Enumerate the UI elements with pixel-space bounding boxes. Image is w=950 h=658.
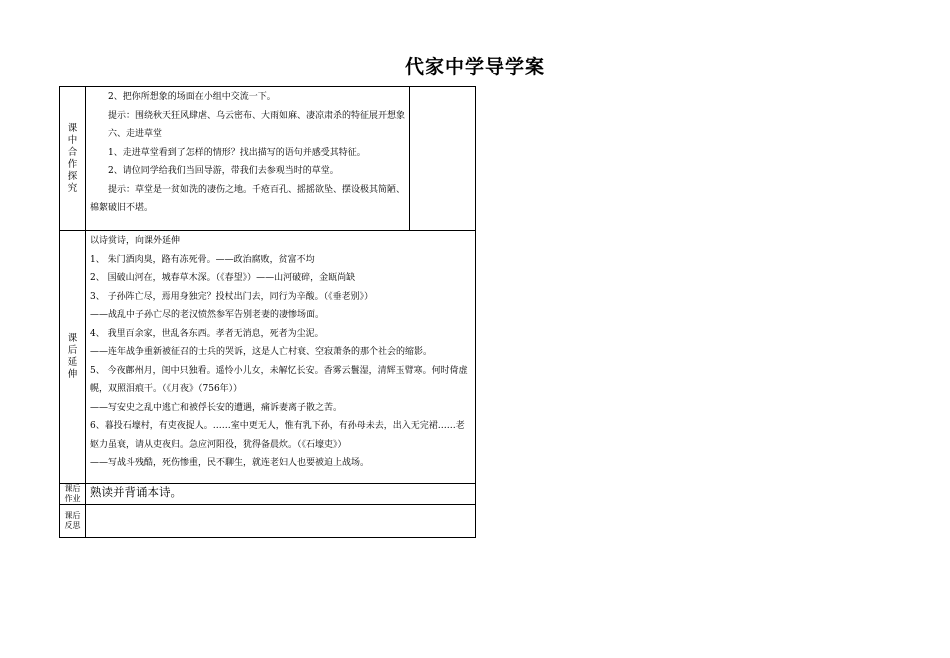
content-line: 以诗赏诗，向课外延伸 [90, 236, 181, 246]
section-extension-row [60, 231, 476, 484]
content-line: 提示：草堂是一贫如洗的凄伤之地。千疮百孔、摇摇欲坠、摆设极其简陋、棉絮破旧不堪。 [90, 184, 406, 213]
label-line: 反思 [64, 521, 81, 530]
section-reflection-row [60, 505, 476, 538]
label-line: 课后 [64, 511, 81, 520]
content-line: ——连年战争重新被征召的士兵的哭诉，这是人亡村衰、空寂萧条的那个社会的缩影。 [90, 347, 433, 357]
content-line: 2、请位同学给我们当回导游，带我们去参观当时的草堂。 [108, 166, 339, 176]
homework-content: 熟读并背诵本诗。 [86, 484, 476, 505]
label-char: 后 [67, 345, 78, 356]
label-char: 合 [67, 146, 78, 158]
content-line: ——战乱中子孙亡尽的老汉愤然参军告别老妻的凄惨场面。 [90, 310, 325, 320]
label-line: 作业 [64, 494, 81, 503]
content-line: 1、走进草堂看到了怎样的情形？找出描写的语句并感受其特征。 [108, 147, 366, 158]
content-line: ——写安史之乱中逃亡和被俘长安的遭遇，痛诉妻离子散之苦。 [90, 402, 343, 413]
section-homework-row [60, 484, 476, 505]
content-line: 6、暮投石壕村，有吏夜捉人。……室中更无人，惟有乳下孙，有孙母未去，出入无完裙……老妪力虽衰，请从吏夜归。急应河阳役，犹得备晨炊。（《石壕吏》） [90, 421, 465, 450]
content-line: 5、 今夜鄜州月，闺中只独看。遥怜小儿女，未解忆长安。香雾云鬟湿，清辉玉臂寒。何时倚虚幌，双照泪痕干。（《月夜》（756年）） [90, 365, 468, 394]
content-line: 六、走进草堂 [108, 129, 163, 139]
section-in-class-content [86, 87, 410, 231]
content-line: 2、把你所想象的场面在小组中交流一下。 [108, 92, 276, 102]
content-line: 1、 朱门酒肉臭，路有冻死骨。——政治腐败，贫富不均 [90, 254, 315, 265]
label-line: 课后 [64, 484, 81, 493]
label-char: 伸 [67, 369, 78, 380]
label-char: 中 [67, 134, 78, 146]
content-line: 3、 子孙阵亡尽，焉用身独完？投杖出门去，同行为辛酸。（《垂老别》） [90, 291, 374, 302]
section-label-extension [60, 231, 86, 484]
page-title: 代家中学导学案 [404, 56, 545, 78]
content-line: ——写战斗残酷，死伤惨重，民不聊生，就连老妇人也要被迫上战场。 [90, 458, 370, 468]
lesson-table [59, 86, 476, 538]
content-line: 提示：围绕秋天狂风肆虐、乌云密布、大雨如麻、凄凉肃杀的特征展开想象 [108, 110, 406, 121]
label-char: 究 [67, 182, 78, 194]
section-label-homework [60, 484, 86, 505]
content-line: 2、 国破山河在，城春草木深。（《春望》）——山河破碎，金瓯尚缺 [90, 273, 356, 283]
label-char: 课 [67, 333, 78, 344]
label-char: 课 [67, 122, 78, 134]
label-char: 作 [67, 158, 78, 170]
label-char: 延 [67, 357, 78, 368]
label-char: 探 [67, 170, 78, 182]
section-in-class-row [60, 87, 476, 231]
section-extension-content [86, 231, 476, 484]
notes-cell [410, 87, 476, 231]
section-label-in-class [60, 87, 86, 231]
reflection-content [86, 505, 476, 538]
content-line: 4、 我里百余家，世乱各东西。孝者无消息，死者为尘泥。 [90, 328, 324, 339]
section-label-reflection [60, 505, 86, 538]
